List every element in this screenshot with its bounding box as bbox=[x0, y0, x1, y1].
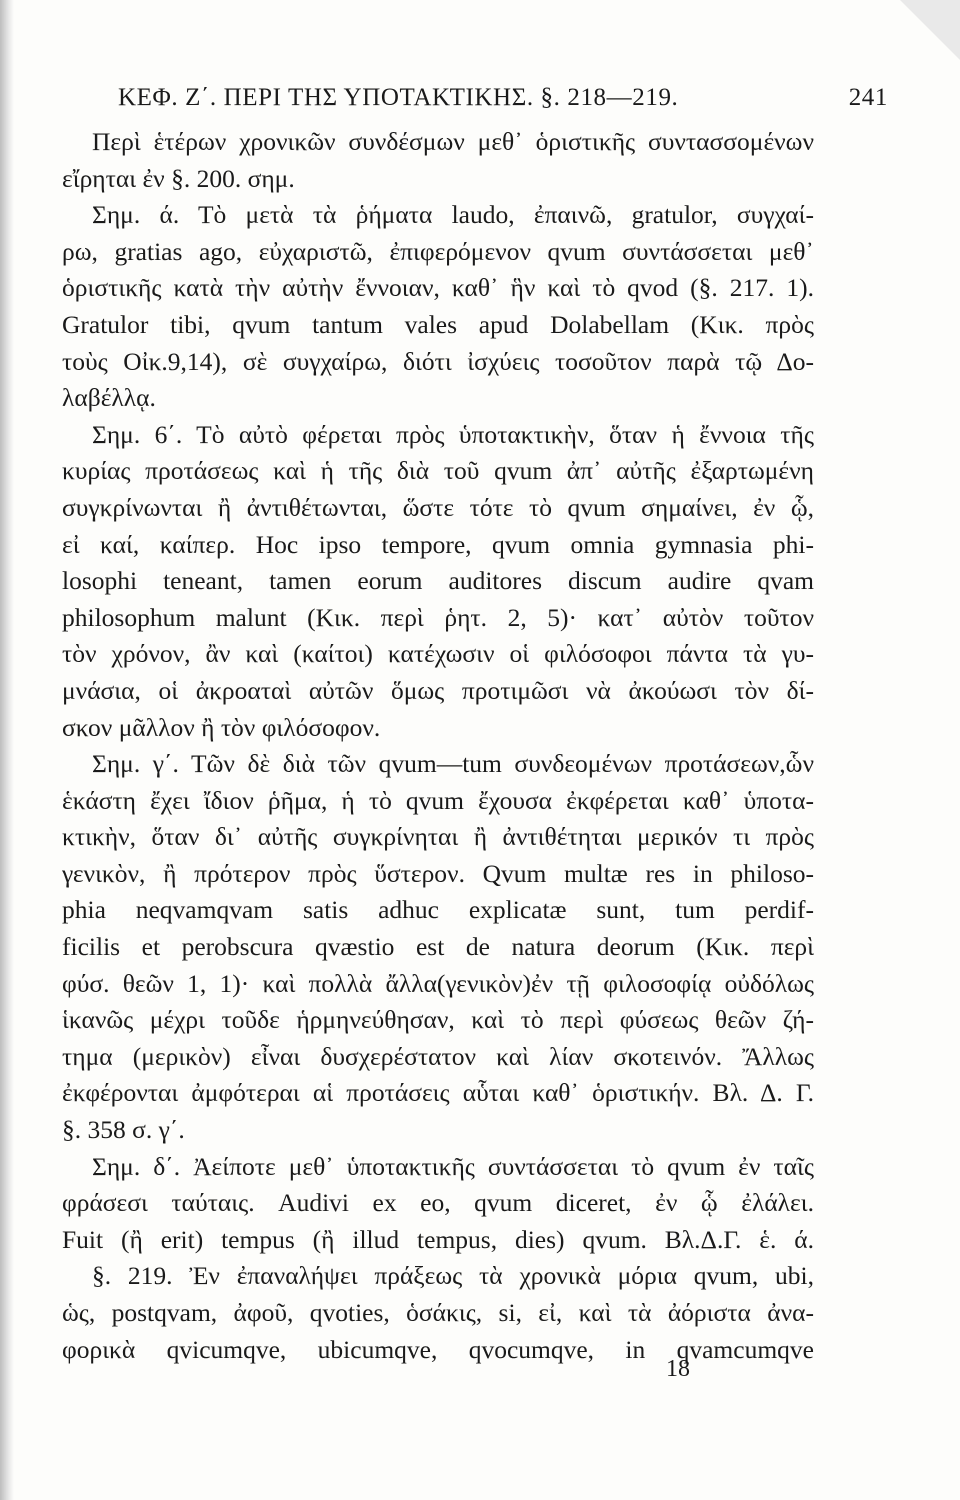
text-line: ἐκφέρονται ἀμφότεραι αἱ προτάσεις αὗται καθ᾿ ὁριστικήν. Βλ. Δ. Γ. bbox=[62, 1078, 814, 1108]
text-line: κτικὴν, ὅταν δι᾿ αὐτῆς συγκρίνηται ἢ ἀντιθέτηται μερικόν τι πρὸς bbox=[62, 822, 814, 852]
text-line: Περὶ ἑτέρων χρονικῶν συνδέσμων μεθ᾿ ὁριστικῆς συντασσομένων bbox=[92, 127, 814, 156]
text-line: τοὺς Οἰκ.9,14), σὲ συγχαίρω, διότι ἰσχύεις τοσοῦτον παρὰ τῷ Δο- bbox=[62, 346, 814, 376]
page-binding-edge bbox=[0, 0, 14, 1500]
page-number: 241 bbox=[848, 84, 888, 111]
signature-mark: 18 bbox=[666, 1356, 690, 1382]
text-line: γενικὸν, ἢ πρότερον πρὸς ὕστερον. Qvum multæ res in philoso- bbox=[62, 858, 814, 888]
text-line: ὁριστικῆς κατὰ τὴν αὐτὴν ἔννοιαν, καθ᾿ ἣν καὶ τὸ qvod (§. 217. 1). bbox=[62, 273, 814, 303]
running-head bbox=[118, 84, 888, 112]
body-text bbox=[62, 124, 814, 1368]
text-line: ficilis et perobscura qvæstio est de natura deorum (Κικ. περὶ bbox=[62, 932, 814, 962]
text-line: ρω, gratias ago, εὐχαριστῶ, ἐπιφερόμενον qvum συντάσσεται μεθ᾿ bbox=[62, 236, 814, 266]
text-line: τημα (μερικὸν) εἶναι δυσχερέστατον καὶ λίαν σκοτεινόν. Ἄλλως bbox=[62, 1041, 814, 1071]
text-line: φορικὰ qvicumqve, ubicumqve, qvocumqve, in qvamcumqve bbox=[62, 1334, 814, 1364]
text-line: Σημ. δ΄. Ἀείποτε μεθ᾿ ὑποτακτικῆς συντάσσεται τὸ qvum ἐν ταῖς bbox=[92, 1151, 814, 1181]
text-line: Fuit (ἢ erit) tempus (ἢ illud tempus, dies) qvum. Βλ.Δ.Γ. ἑ. ά. bbox=[62, 1224, 814, 1254]
text-line: τὸν χρόνον, ἂν καὶ (καίτοι) κατέχωσιν οἱ φιλόσοφοι πάντα τὰ γυ- bbox=[62, 639, 814, 669]
text-line: φύσ. θεῶν 1, 1)· καὶ πολλὰ ἄλλα(γενικὸν)ἐν τῇ φιλοσοφίᾳ οὐδόλως bbox=[62, 968, 814, 998]
text-line: phia neqvamqvam satis adhuc explicatæ sunt, tum perdif- bbox=[62, 895, 814, 925]
text-line: Σημ. 6΄. Τὸ αὐτὸ φέρεται πρὸς ὑποτακτικὴν, ὅταν ἡ ἔννοια τῆς bbox=[92, 419, 814, 449]
text-line: §. 219. Ἐν ἐπαναλήψει πράξεως τὰ χρονικὰ μόρια qvum, ubi, bbox=[92, 1261, 814, 1291]
text-line: φράσεσι ταύταις. Audivi ex eo, qvum diceret, ἐν ᾧ ἐλάλει. bbox=[62, 1188, 814, 1218]
text-line: Σημ. ά. Τὸ μετὰ τὰ ῥήματα laudo, ἐπαινῶ, gratulor, συγχαί- bbox=[92, 200, 814, 230]
chapter-heading: ΚΕΦ. Ζ΄. ΠΕΡΙ ΤΗΣ ΥΠΟΤΑΚΤΙΚΗΣ. §. 218—219. bbox=[118, 84, 679, 111]
page-corner-fold bbox=[900, 0, 960, 60]
text-line: μνάσια, οἱ ἀκροαταὶ αὐτῶν ὅμως προτιμῶσι νὰ ἀκούωσι τὸν δί- bbox=[62, 675, 814, 705]
text-line: §. 358 σ. γ΄. bbox=[62, 1115, 185, 1145]
text-line: losophi teneant, tamen eorum auditores discum audire qvam bbox=[62, 566, 814, 596]
text-line: Σημ. γ΄. Τῶν δὲ διὰ τῶν qvum—tum συνδεομένων προτάσεων,ὧν bbox=[92, 749, 814, 779]
text-line: ἑκάστη ἔχει ἴδιον ῥῆμα, ἡ τὸ qvum ἔχουσα ἐκφέρεται καθ᾿ ὑποτα- bbox=[62, 785, 814, 815]
text-line: philosophum malunt (Κικ. περὶ ῥητ. 2, 5)· κατ᾿ αὐτὸν τοῦτον bbox=[62, 602, 814, 632]
text-line: συγκρίνωνται ἢ ἀντιθέτωνται, ὥστε τότε τὸ qvum σημαίνει, ἐν ᾧ, bbox=[62, 492, 814, 522]
text-line: εἴρηται ἐν §. 200. σημ. bbox=[62, 163, 295, 193]
text-line: ἱκανῶς μέχρι τοῦδε ἡρμηνεύθησαν, καὶ τὸ περὶ φύσεως θεῶν ζή- bbox=[62, 1005, 814, 1035]
text-line: κυρίας προτάσεως καὶ ἡ τῆς διὰ τοῦ qvum ἀπ᾿ αὐτῆς ἐξαρτωμένη bbox=[62, 456, 814, 486]
text-line: λαβέλλᾳ. bbox=[62, 383, 156, 413]
text-line: εἰ καί, καίπερ. Hoc ipso tempore, qvum omnia gymnasia phi- bbox=[62, 529, 814, 559]
text-line: σκον μᾶλλον ἢ τὸν φιλόσοφον. bbox=[62, 712, 381, 742]
text-line: Gratulor tibi, qvum tantum vales apud Dolabellam (Κικ. πρὸς bbox=[62, 309, 814, 339]
text-line: ὡς, postqvam, ἀφοῦ, qvoties, ὁσάκις, si, εἰ, καὶ τὰ ἀόριστα ἀνα- bbox=[62, 1298, 814, 1327]
